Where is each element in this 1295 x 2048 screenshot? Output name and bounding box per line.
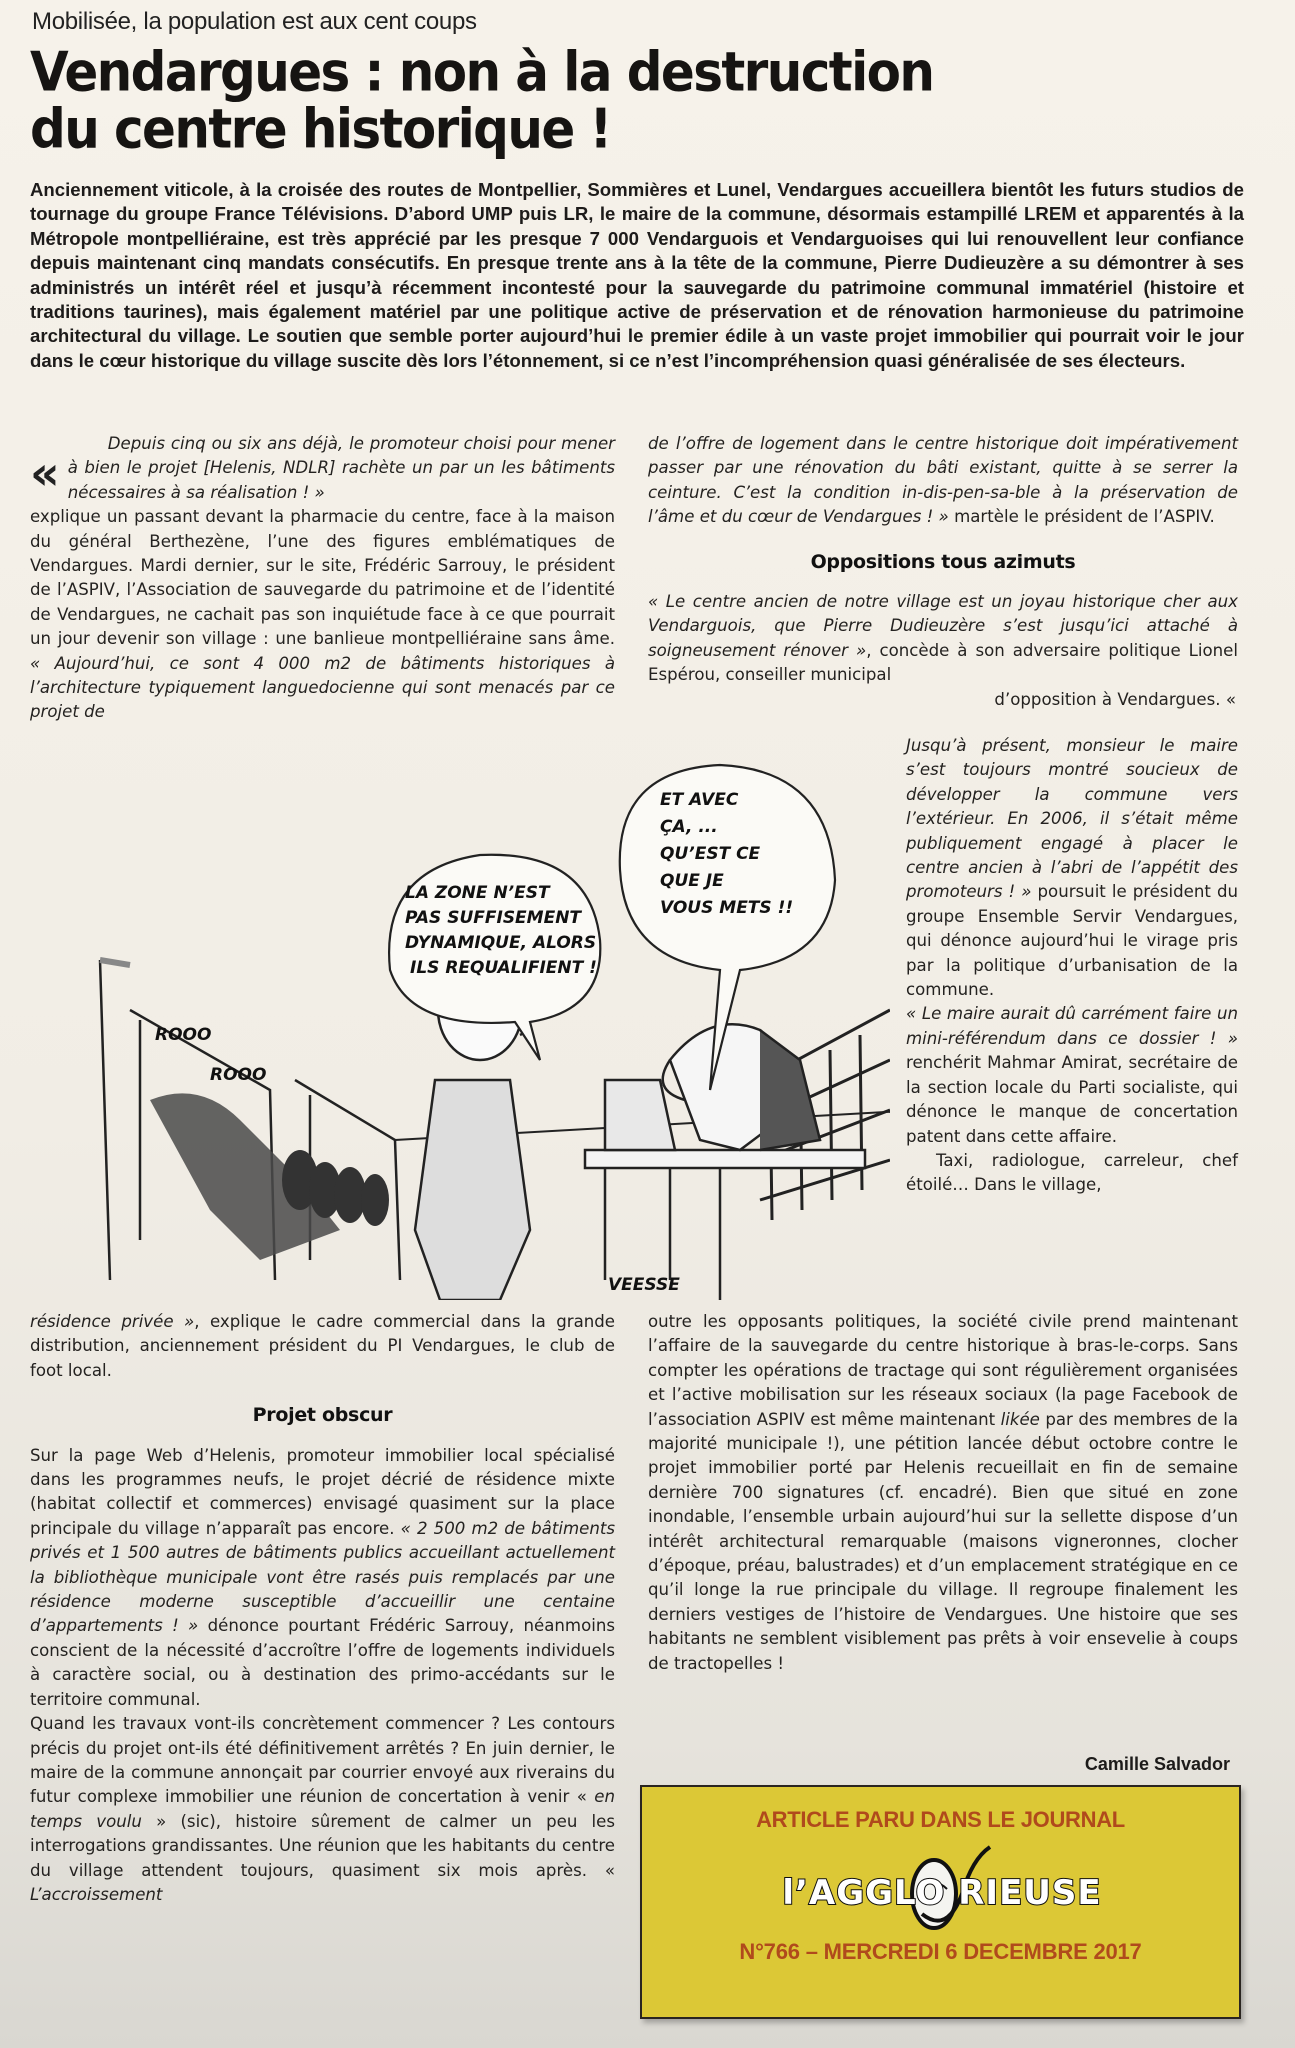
quote-sarrouy-2: « 2 500 m2 de bâtiments privés et 1 500 autres de bâtiments publics accueillant actuellement la bibliothèque municipale vont être rasés puis remplacés par une résidence moderne susceptible d’accueillir une centaine d’appartements ! » bbox=[30, 1518, 616, 1636]
quote-sarrouy-continued: de l’offre de logement dans le centre historique doit impérativement passer par une rénovation du bâti existant, quitte à se serrer la ceinture. C’est la condition in-dis-pen-sa-ble à la préservation de l’âme et du cœur de Vendargues ! » bbox=[648, 434, 1238, 527]
bubble-right-line-2: ÇA, ... bbox=[660, 817, 718, 837]
paragraph-text: dénonce pourtant Frédéric Sarrouy, néanmoins conscient de la nécessité d’accroître l’offre de logements individuels à caractère social, ou à destination des primo-accédants sur le territoire communal. bbox=[30, 1616, 615, 1709]
paragraph-text: explique un passant devant la pharmacie du centre, face à la maison du général Berthezène, l’une des figures emblématiques de Vendargues. Mardi dernier, sur le site, Frédéric Sarrouy, le président de l’ASPIV, l’Association de sauvegarde du patrimoine et de l’identité de Vendargues, ne cachait pas son inquiétude face à ce que pourrait un jour devenir son village : une banlieue montpelliéraine sans âme. bbox=[30, 507, 615, 649]
column-right-top bbox=[648, 432, 1238, 712]
paragraph bbox=[30, 1310, 615, 1383]
journal-logo-text: l’AGGLO RIEUSE bbox=[782, 1873, 1102, 1913]
paragraph bbox=[648, 590, 1238, 688]
paragraph-text: , explique le cadre commercial dans la grande distribution, anciennement président du PI Vendargues, le club de foot local. bbox=[30, 1312, 616, 1380]
quote-sarrouy: « Aujourd’hui, ce sont 4 000 m2 de bâtiments historiques à l’architecture typiquement languedocienne qui sont menacés par ce projet de bbox=[30, 653, 615, 722]
cartoon-sound-effect-1: ROOO bbox=[155, 1025, 212, 1045]
paragraph-text: Quand les travaux vont-ils concrètement commencer ? Les contours précis du projet ont-ils été définitivement arrêtés ? En juin dernier, le maire de la commune annonçait par courrier envoyé aux riverains du futur complexe immobilier une réunion de concertation à venir « bbox=[30, 1714, 615, 1807]
emphasis-likee: likée bbox=[1000, 1409, 1040, 1429]
cartoon-baker bbox=[663, 1024, 820, 1150]
quote-mark-icon: « bbox=[30, 446, 60, 500]
bubble-left-line-4: ILS REQUALIFIENT ! bbox=[410, 958, 597, 978]
quote-passant: Depuis cinq ou six ans déjà, le promoteur choisi pour mener à bien le projet [Helenis, NDLR] rachète un par un les bâtiments nécessaires à sa réalisation ! » bbox=[67, 434, 615, 502]
paragraph-text: , concède à son adversaire politique Lionel Espérou, conseiller municipal bbox=[648, 640, 1238, 685]
paragraph-text: poursuit le président du groupe Ensemble Servir Vendargues, qui dénonce aujourd’hui le virage pris par la politique d’urbanisation de la commune. bbox=[906, 882, 1238, 1000]
paragraph-text: par des membres de la majorité municipale !), une pétition lancée début octobre contre le projet immobilier porté par Helenis recueillait en fin de semaine dernière 700 signatures (cf. encadré). Bien que situé en zone inondable, l’ensemble urbain aujourd’hui sur la sellette dispose d’un intérêt architectural remarquable (maisons vigneronnes, clocher d’époque, préau, balustrades) et d’un emplacement stratégique en ce qu’il longe la rue principale du village. Il regroupe finalement les derniers vestiges de l’histoire de Vendargues. Une histoire que ses habitants ne semblent visiblement pas prêts à voir ensevelie à coups de tractopelles ! bbox=[648, 1409, 1238, 1673]
paragraph-text-line: d’opposition à Vendargues. « bbox=[994, 689, 1236, 709]
paragraph bbox=[30, 1712, 615, 1907]
paragraph-text: martèle le président de l’ASPIV. bbox=[948, 507, 1215, 527]
cartoon-artist-signature: VEESSE bbox=[608, 1275, 680, 1295]
column-left-bottom bbox=[30, 1310, 615, 1907]
column-left-top bbox=[30, 432, 615, 725]
lead-text: Anciennement viticole, à la croisée des routes de Montpellier, Sommières et Lunel, Vendargues accueillera bientôt les futurs studios de tournage du groupe France Télévisions. D’abord UMP puis LR, le maire de la commune, désormais estampillé LREM et apparentés à la Métropole montpelliéraine, est très apprécié par les presque 7 000 Vendarguois et Vendarguoises qui lui renouvellent leur confiance depuis maintenant cinq mandats consécutifs. En presque trente ans à la tête de la commune, Pierre Dudieuzère a su démontrer à ses administrés un intérêt réel et jusqu’à récemment incontesté pour la sauvegarde du patrimoine communal immatériel (histoire et traditions taurines), mais également matériel par une politique active de préservation et de rénovation harmonieuse du patrimoine architectural du village. Le soutien que semble porter aujourd’hui le premier édile à un vaste projet immobilier qui pourrait voir le jour dans le cœur historique du village suscite dès lors l’étonnement, si ce n’est l’incompréhension quasi généralisée de ses électeurs. bbox=[30, 179, 1244, 371]
column-right-bottom bbox=[648, 1310, 1238, 1676]
bubble-right-line-3: QU’EST CE bbox=[660, 844, 761, 864]
paragraph bbox=[648, 1310, 1238, 1676]
quote-esperou-continued: Jusqu’à présent, monsieur le maire s’est toujours montré soucieux de développer la commune vers l’extérieur. En 2006, il s’était même publiquement engagé à placer le centre ancien à l’abri de l’appétit des promoteurs ! » bbox=[906, 736, 1238, 902]
paragraph bbox=[30, 432, 615, 725]
publication-box-heading: ARTICLE PARU DANS LE JOURNAL bbox=[756, 1807, 1125, 1832]
paragraph-text: » (sic), histoire sûrement de calmer un peu les interrogations grandissantes. Une réunion que les habitants du centre du village attendent toujours, quasiment six mois après. « bbox=[30, 1811, 616, 1880]
quote-residence: résidence privée » bbox=[30, 1312, 195, 1331]
quote-en-temps-voulu: en temps voulu bbox=[30, 1787, 615, 1831]
journal-logo bbox=[772, 1839, 1112, 1934]
author-signature: Camille Salvador bbox=[1084, 1754, 1230, 1774]
quote-esperou: « Le centre ancien de notre village est un joyau historique cher aux Vendarguois, que Pierre Dudieuzère s’est jusqu’ici attaché à soigneusement rénover » bbox=[648, 592, 1238, 660]
publication-info-box bbox=[640, 1785, 1241, 2019]
paragraph bbox=[648, 432, 1238, 530]
headline-line-1: Vendargues : non à la destruction bbox=[30, 40, 934, 104]
headline-line-2: du centre historique ! bbox=[30, 98, 611, 161]
bubble-left-line-1: LA ZONE N’EST bbox=[405, 883, 550, 903]
article-lead-paragraph bbox=[30, 178, 1244, 373]
article-kicker: Mobilisée, la population est aux cent coups bbox=[32, 8, 477, 35]
bubble-right-line-4: QUE JE bbox=[660, 871, 724, 891]
paragraph bbox=[906, 734, 1238, 1002]
bubble-right-line-5: VOUS METS !! bbox=[660, 898, 794, 918]
article-headline bbox=[30, 40, 1230, 161]
quote-accroissement: L’accroissement bbox=[30, 1884, 163, 1904]
paragraph-text: Taxi, radiologue, carreleur, chef étoilé… Dans le village, bbox=[906, 1150, 1238, 1195]
bubble-right-line-1: ET AVEC bbox=[660, 790, 739, 810]
bubble-left-line-2: PAS SUFFISEMENT bbox=[405, 908, 582, 928]
column-right-narrow bbox=[906, 734, 1238, 1198]
subheading-oppositions: Oppositions tous azimuts bbox=[810, 550, 1076, 573]
quote-amirat: « Le maire aurait dû carrément faire un mini-référendum dans ce dossier ! » bbox=[906, 1004, 1238, 1048]
paragraph-text: outre les opposants politiques, la société civile prend maintenant l’affaire de la sauvegarde du centre historique à bras-le-corps. Sans compter les opérations de tractage qui sont régulièrement organisées et l’active mobilisation sur les réseaux sociaux (la page Facebook de l’association ASPIV est même maintenant bbox=[648, 1312, 1238, 1429]
paragraph bbox=[906, 1002, 1238, 1148]
paragraph bbox=[30, 1444, 615, 1712]
bubble-left-line-3: DYNAMIQUE, ALORS bbox=[405, 933, 597, 953]
paragraph-text: renchérit Mahmar Amirat, secrétaire de la section locale du Parti socialiste, qui dénonce le manque de concertation patent dans cette affaire. bbox=[906, 1053, 1238, 1146]
publication-issue-date: N°766 – MERCREDI 6 DECEMBRE 2017 bbox=[739, 1939, 1142, 1964]
subheading-projet-obscur: Projet obscur bbox=[252, 1404, 393, 1427]
paragraph-text: Sur la page Web d’Helenis, promoteur immobilier local spécialisé dans les programmes neufs, le projet décrié de résidence mixte (habitat collectif et commerces) envisagé quasiment sur la place principale du village n’apparaît pas encore. bbox=[30, 1445, 615, 1538]
cartoon-sound-effect-2: ROOO bbox=[210, 1065, 267, 1085]
cartoon-illustration bbox=[60, 760, 890, 1300]
